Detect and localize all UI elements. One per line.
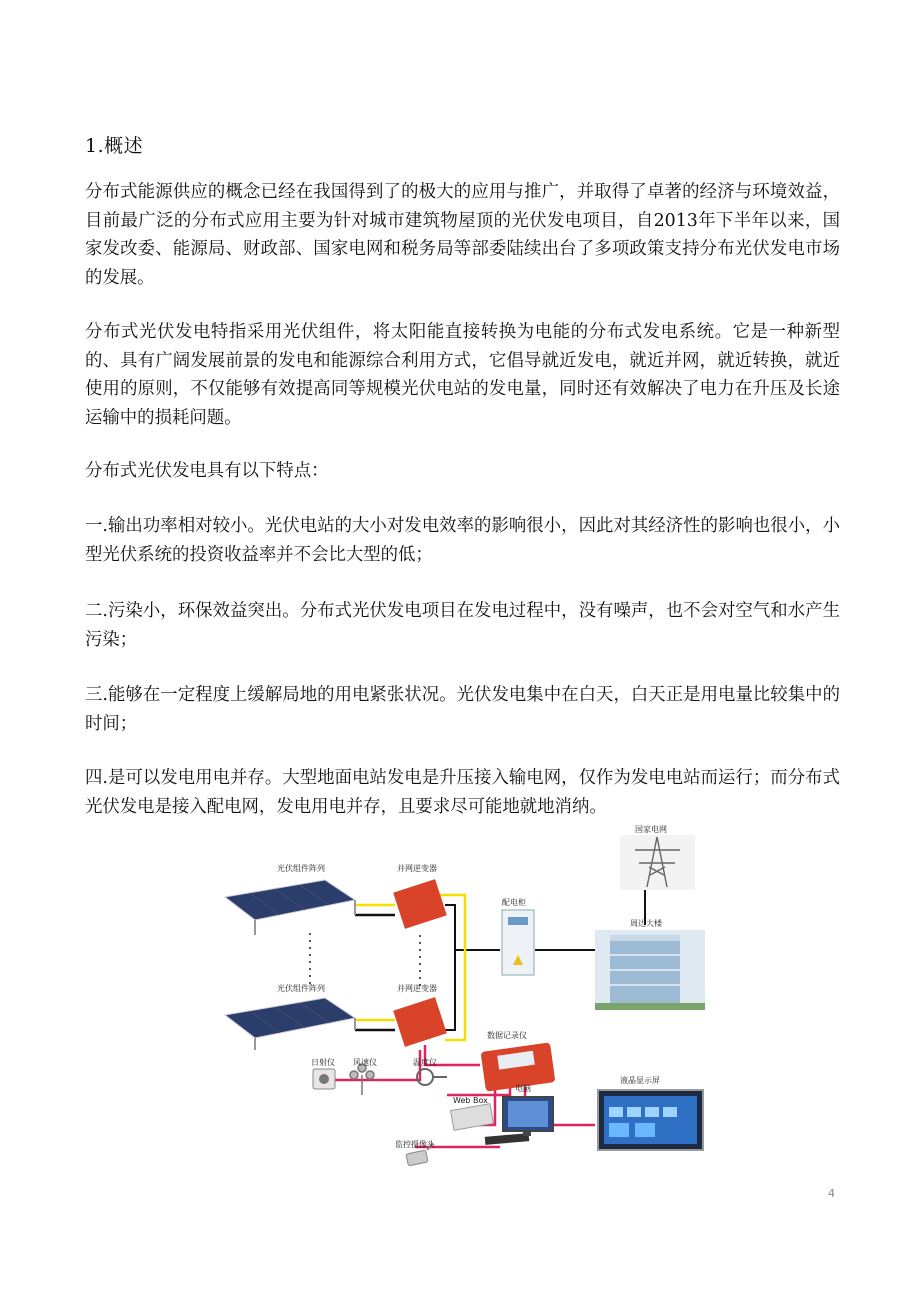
pv-system-diagram [215, 825, 710, 1170]
paragraph-feature-1: 一.输出功率相对较小。光伏电站的大小对发电效率的影响很小，因此对其经济性的影响也很小，小型光伏系统的投资收益率并不会比大型的低； [85, 516, 840, 565]
anemometer-icon [350, 1064, 374, 1095]
paragraph-feature-2: 二.污染小，环保效益突出。分布式光伏发电项目在发电过程中，没有噪声，也不会对空气和水产生污染； [85, 601, 840, 650]
label-data-logger: 数据记录仪 [487, 1031, 527, 1040]
web-box-icon [451, 1104, 494, 1131]
label-distribution-cabinet: 配电柜 [502, 898, 526, 907]
pv-array-top [225, 880, 355, 935]
paragraph-feature-4: 四.是可以发电用电并存。大型地面电站发电是升压接入输电网，仅作为发电电站而运行；而分布式光伏发电是接入配电网，发电用电并存，且要求尽可能地就地消纳。 [85, 768, 840, 817]
section-heading: 1.概述 [85, 135, 144, 157]
label-web-box: Web Box [453, 1096, 488, 1105]
label-irradiance-meter: 日射仪 [311, 1058, 335, 1067]
irradiance-meter-icon [313, 1069, 335, 1089]
pv-array-bottom [225, 998, 355, 1050]
label-lcd-screen: 液晶显示屏 [620, 1076, 660, 1085]
building-icon [595, 930, 705, 1010]
paragraph-intro: 分布式能源供应的概念已经在我国得到了的极大的应用与推广，并取得了卓著的经济与环境效益，目前最广泛的分布式应用主要为针对城市建筑物屋顶的光伏发电项目，自2013年下半年以来，国家发改委、能源局、财政部、国家电网和税务局等部委陆续出台了多项政策支持分布光伏发电市场的发展。 [85, 182, 840, 288]
paragraph-definition: 分布式光伏发电特指采用光伏组件，将太阳能直接转换为电能的分布式发电系统。它是一种新型的、具有广阔发展前景的发电和能源综合利用方式，它倡导就近发电，就近并网，就近转换，就近使用的原则，不仅能够有效提高同等规模光伏电站的发电量，同时还有效解决了电力在升压及长途运输中的损耗问题。 [85, 322, 840, 428]
paragraph-feature-3: 三.能够在一定程度上缓解局地的用电紧张状况。光伏发电集中在白天，白天正是用电量比较集中的时间； [85, 685, 840, 734]
yellow-wiring [440, 895, 465, 1040]
inverter-bottom [393, 997, 447, 1047]
power-tower-icon [620, 835, 695, 890]
label-inverter-bottom: 并网逆变器 [397, 984, 437, 993]
label-thermometer: 温度仪 [413, 1058, 437, 1067]
label-computer: 电脑 [515, 1084, 531, 1093]
paragraph-features-intro: 分布式光伏发电具有以下特点： [85, 461, 329, 481]
label-building: 周边大楼 [630, 919, 662, 928]
distribution-cabinet-icon [502, 910, 534, 975]
label-pv-array-bottom: 光伏组件阵列 [277, 984, 325, 993]
label-pv-array-top: 光伏组件阵列 [277, 864, 325, 873]
label-anemometer: 风速仪 [353, 1058, 377, 1067]
lcd-screen-icon [598, 1090, 703, 1150]
label-state-grid: 国家电网 [635, 825, 667, 834]
inverter-top [393, 879, 447, 929]
dc-wiring [355, 905, 395, 1030]
label-inverter-top: 并网逆变器 [397, 864, 437, 873]
page-number: 4 [828, 1187, 835, 1200]
thermometer-icon [417, 1069, 447, 1085]
label-camera: 监控摄像头 [395, 1140, 435, 1149]
